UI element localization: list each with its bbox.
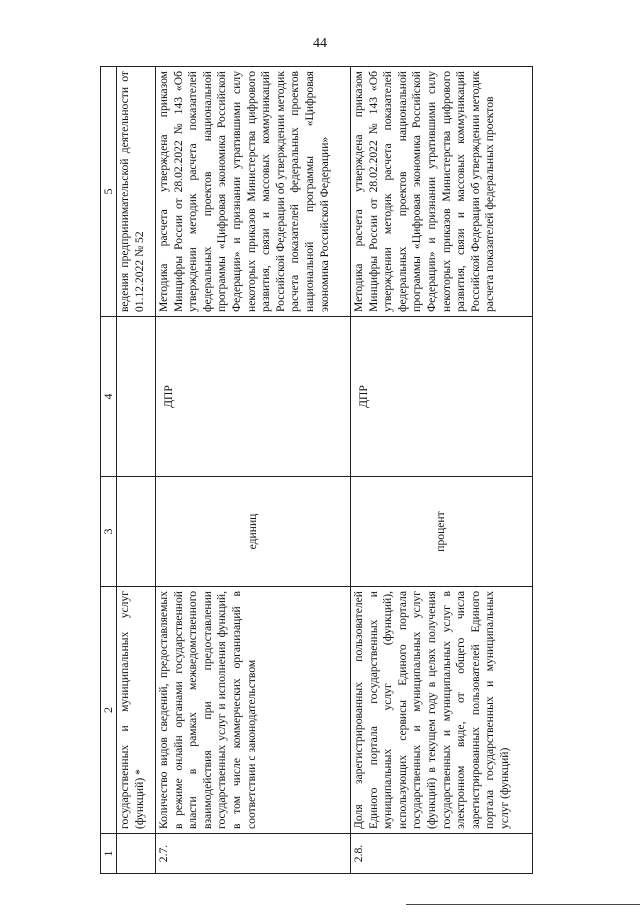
table-row: [156, 67, 351, 874]
continuation-row: [117, 67, 156, 874]
methodology-text: Методика расчета утверждена приказом Минцифры России от 28.02.2022 № 143 «Об утверждении методик расчета показателей федеральных проектов национальной программы «Цифровая экономика Российской Федерации» и признании утратившими силу некоторых приказов Министерства цифрового развития, связи и массовых коммуникаций Российской Федерации об утверждении методик расчета показателей федеральных проектов национальной программы «Цифровая экономика Российской Федерации»: [156, 67, 351, 317]
methodology-text: Методика расчета утверждена приказом Минцифры России от 28.02.2022 № 143 «Об утверждении методик расчета показателей федеральных проектов национальной программы «Цифровая экономика Российской Федерации» и признании утратившими силу некоторых приказов Министерства цифрового развития, связи и массовых коммуникаций Российской Федерации об утверждении методик расчета показателей федеральных проектов: [351, 67, 533, 317]
header-cell: 3: [101, 477, 117, 587]
empty-cell: [117, 477, 156, 587]
continuation-methodology: ведения предпринимательской деятельности от 01.12.2022 № 52: [117, 67, 156, 317]
row-number: 2.7.: [156, 834, 351, 874]
indicator-name: Доля зарегистрированных пользователей Единого портала государственных и муниципальных услуг (функций), использующих сервисы Единого портала государственных и муниципальных услуг (функций) в текущем году в целях получения государственных и муниципальных услуг в электронном виде, от общего числа зарегистрированных пользователей Единого портала государственных и муниципальных услуг (функций): [351, 587, 533, 834]
header-row: [101, 67, 117, 874]
page-divider-line: [406, 904, 640, 905]
responsible-source: ДПР: [351, 317, 533, 477]
header-cell: 2: [101, 587, 117, 834]
indicators-table: [100, 66, 533, 874]
continuation-name: государственных и муниципальных услуг (функций) *: [117, 587, 156, 834]
header-cell: 1: [101, 834, 117, 874]
responsible-source: ДПР: [156, 317, 351, 477]
empty-cell: [117, 834, 156, 874]
table-row: [351, 67, 533, 874]
rotated-table-container: [100, 67, 533, 874]
unit-of-measure: единиц: [156, 477, 351, 587]
row-number: 2.8.: [351, 834, 533, 874]
indicator-name: Количество видов сведений, предоставляемых в режиме онлайн органами государственной власти в рамках межведомственного взаимодействия при предоставлении государственных услуг и исполнения функций, в том числе коммерческих организаций в соответствии с законодательством: [156, 587, 351, 834]
page-number: 44: [313, 36, 327, 51]
header-cell: 4: [101, 317, 117, 477]
empty-cell: [117, 317, 156, 477]
unit-of-measure: процент: [351, 477, 533, 587]
header-cell: 5: [101, 67, 117, 317]
